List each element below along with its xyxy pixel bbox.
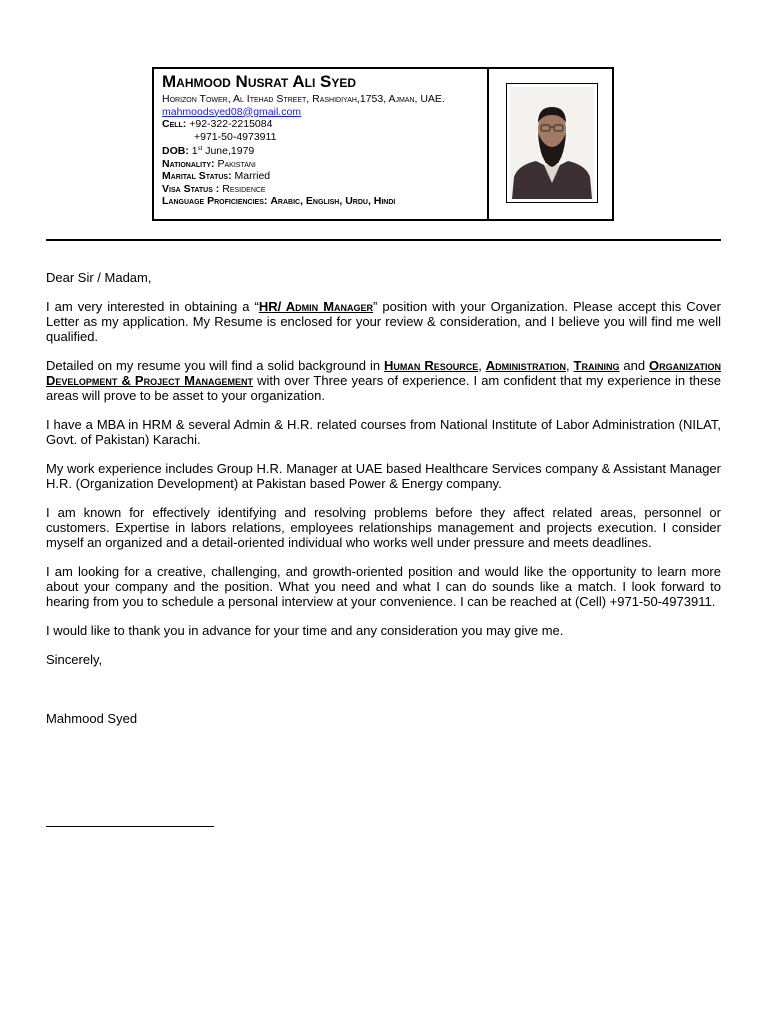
keyword-training: Training [573,358,620,373]
contact-info [162,71,484,208]
marital-row [162,170,484,183]
keyword-administration: Administration [485,358,566,373]
visa-row [162,183,484,196]
dob-label: DOB: [162,145,189,157]
paragraph-3: I have a MBA in HRM & several Admin & H.R. related courses from National Institute of Labor Administration (NILAT, Govt. of Pakistan) Karachi. [46,417,721,447]
signature-name: Mahmood Syed [46,711,138,726]
paragraph-5: I am known for effectively identifying and resolving problems before they affect related areas, personnel or customers. Expertise in labors relations, employees relationships management and projects execution. I consider myself an organized and a detail-oriented individual who works well under pressure and meets deadlines. [46,505,721,550]
profile-photo-icon [510,87,594,199]
position-keyword: HR/ Admin Manager [258,299,374,314]
cell-number-2: +971-50-4973911 [194,130,277,143]
cell-label: Cell: [162,118,187,130]
cell-number-1: +92-322-2215084 [189,118,273,130]
marital-value: Married [234,170,271,182]
closing: Sincerely, [46,652,103,667]
paragraph-1: I am very interested in obtaining a “HR/ Admin Manager” position with your Organization. Please accept this Cover Letter as my application. My Resume is enclosed for your review & consideration, and I believe you will find me well qualified. [46,299,721,344]
paragraph-2: Detailed on my resume you will find a solid background in Human Resource, Administration, Training and Organization Development & Project Management with over Three years of experience. I am confident that my experience in these areas will prove to be asset to your organization. [46,358,722,403]
salutation: Dear Sir / Madam, [46,270,152,285]
email-link[interactable]: mahmoodsyed08@gmail.com [162,105,302,118]
dob-day: 1 [191,145,198,157]
keyword-org-development: Organization Development & Project Management [46,358,721,388]
paragraph-4: My work experience includes Group H.R. Manager at UAE based Healthcare Services company & Assistant Manager H.R. (Organization Development) at Pakistan based Power & Energy company. [46,461,721,491]
visa-label: Visa Status : [162,182,220,195]
language-row [162,195,484,208]
cell-row [162,118,484,131]
nationality-row [162,158,484,171]
address: Horizon Tower, Al Itehad Street, Rashidiyah,1753, Ajman, UAE. [162,93,445,105]
nationality-value: Pakistani [217,157,256,170]
paragraph-6: I am looking for a creative, challenging, and growth-oriented position and would like the opportunity to learn more about your company and the position. What you need and what I can do sounds like a match. I look forward to hearing from you to schedule a personal interview at your convenience. I can be reached at (Cell) +971-50-4973911. [46,564,721,609]
language-value: Arabic, English, Urdu, Hindi [270,195,396,207]
profile-photo [506,83,598,203]
dob-rest: June,1979 [205,145,255,157]
applicant-name: Mahmood Nusrat Ali Syed [162,72,357,91]
keyword-human-resource: Human Resource [384,358,479,373]
header-box [152,67,614,221]
marital-label: Marital Status: [162,170,232,182]
letter-body [46,270,721,740]
dob-suffix: st [197,146,203,152]
dob-row [162,143,484,158]
visa-value: Residence [222,182,266,195]
nationality-label: Nationality: [162,157,215,170]
paragraph-7: I would like to thank you in advance for your time and any consideration you may give me. [46,623,564,638]
header-rule [46,239,721,241]
header-divider [487,69,489,219]
language-label: Language Proficiencies: [162,195,268,207]
signature-line [46,826,214,827]
